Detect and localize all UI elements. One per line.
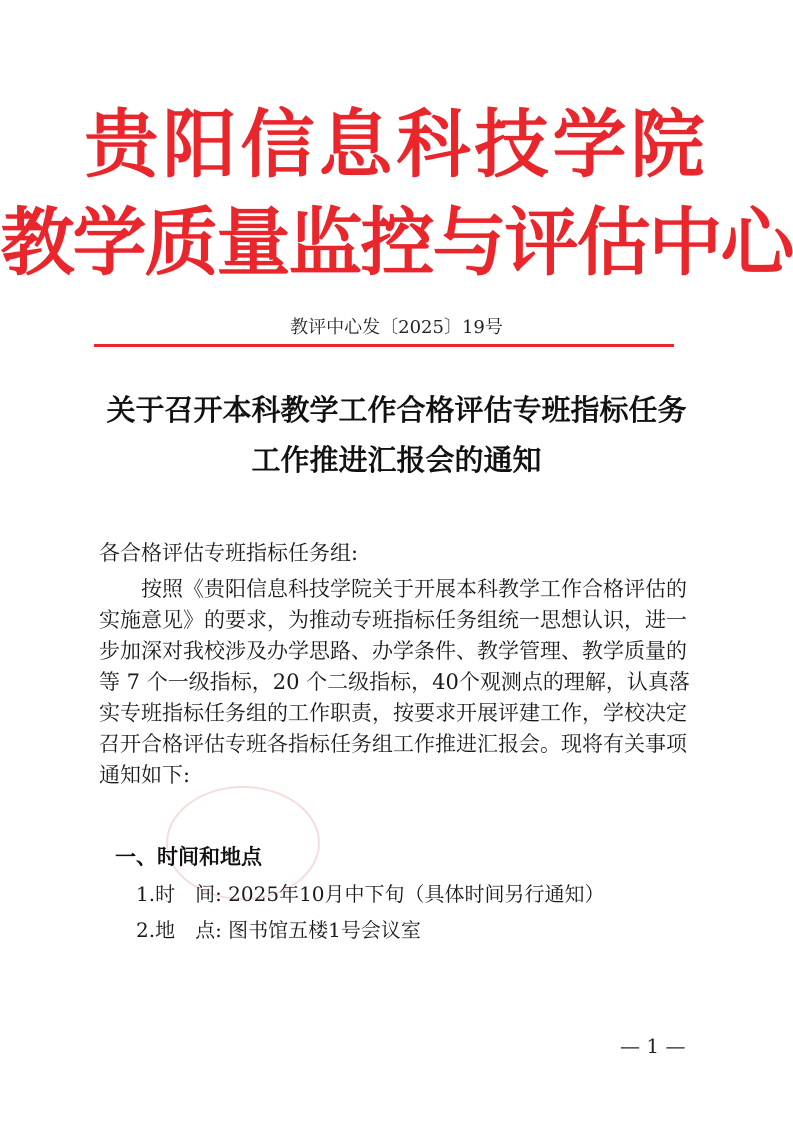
document-number: 教评中心发〔2025〕19号: [290, 317, 503, 338]
paragraph-line: 按照《贵阳信息科技学院关于开展本科教学工作合格评估的: [141, 577, 687, 601]
notice-title-line-1: 关于召开本科教学工作合格评估专班指标任务: [106, 393, 687, 427]
time-item: 1.时 间: 2025年10月中下旬（具体时间另行通知）: [136, 882, 605, 906]
page-number: — 1 —: [620, 1034, 686, 1058]
paragraph-line: 实专班指标任务组的工作职责，按要求开展评建工作，学校决定: [99, 701, 687, 725]
org-department-title: 教学质量监控与评估中心: [0, 200, 793, 286]
paragraph-line: 步加深对我校涉及办学思路、办学条件、教学管理、教学质量的: [99, 639, 687, 663]
paragraph-line: 召开合格评估专班各指标任务组工作推进汇报会。现将有关事项: [99, 732, 687, 756]
section-heading-time-place: 一、时间和地点: [115, 845, 262, 869]
body-paragraph: [99, 574, 695, 791]
red-divider-line: [94, 344, 674, 347]
paragraph-line: 实施意见》的要求，为推动专班指标任务组统一思想认识，进一: [99, 608, 687, 632]
place-item: 2.地 点: 图书馆五楼1号会议室: [136, 918, 421, 942]
salutation: 各合格评估专班指标任务组:: [99, 541, 359, 565]
org-name-title: 贵阳信息科技学院: [84, 102, 709, 188]
paragraph-line: 等 7 个一级指标，20 个二级指标，40个观测点的理解，认真落: [99, 670, 690, 694]
paragraph-line: 通知如下:: [99, 763, 191, 787]
notice-title-line-2: 工作推进汇报会的通知: [251, 443, 542, 477]
